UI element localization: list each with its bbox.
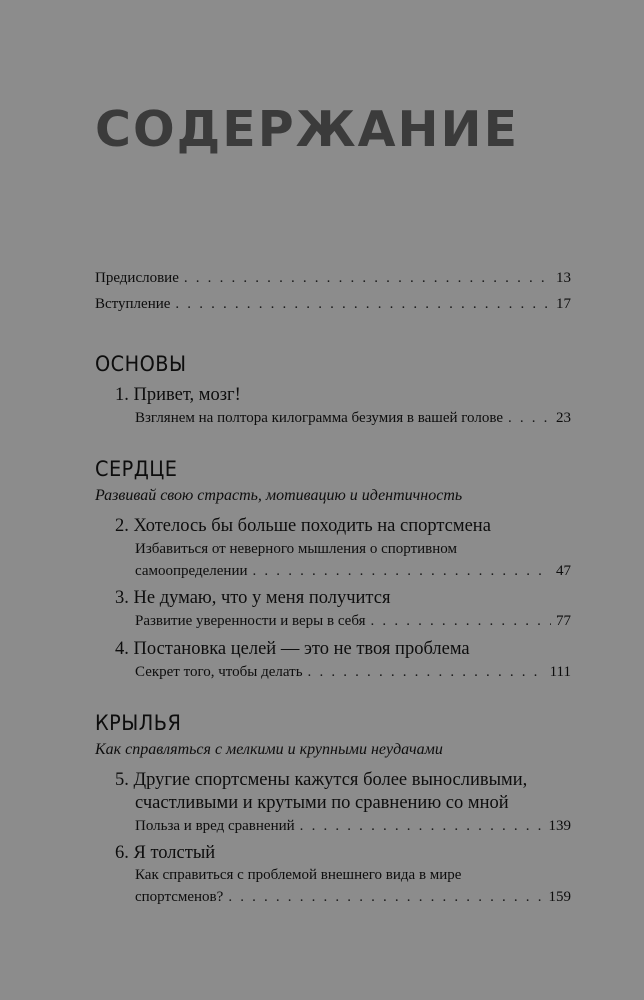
chapter-title: 1. Привет, мозг! xyxy=(115,385,241,405)
leader-dots xyxy=(508,410,551,427)
leader-dots xyxy=(253,563,552,580)
leader-dots xyxy=(300,818,544,835)
chapter-title: 2. Хотелось бы больше походить на спортсмена xyxy=(115,516,491,536)
toc-page-number: 139 xyxy=(548,818,571,834)
part-subtitle: Развивай свою страсть, мотивацию и идентичность xyxy=(95,487,463,504)
chapter-description: спортсменов? xyxy=(135,889,224,905)
page-title: СОДЕРЖАНИЕ xyxy=(95,101,520,158)
toc-entry-label: Вступление xyxy=(95,296,171,312)
chapter-title-line1: 5. Другие спортсмены кажутся более выносливыми, xyxy=(115,770,528,790)
leader-dots xyxy=(371,613,551,630)
leader-dots xyxy=(184,270,551,287)
chapter-description-row xyxy=(135,889,571,906)
toc-page-number: 111 xyxy=(549,664,571,680)
chapter-title: 4. Постановка целей — это не твоя проблема xyxy=(115,639,470,659)
chapter-description: Избавиться от неверного мышления о спортивном xyxy=(135,541,457,557)
chapter-description-row xyxy=(135,664,571,681)
leader-dots xyxy=(228,889,543,906)
leader-dots xyxy=(175,296,551,313)
toc-page-number: 47 xyxy=(556,563,571,579)
chapter-title: 6. Я толстый xyxy=(115,843,216,863)
chapter-description: Как справиться с проблемой внешнего вида в мире xyxy=(135,867,462,883)
part-heading-krylya: КРЫЛЬЯ xyxy=(95,711,182,735)
chapter-description-row xyxy=(135,818,571,835)
chapter-description-row xyxy=(135,613,571,630)
part-subtitle: Как справляться с мелкими и крупными неудачами xyxy=(95,741,443,758)
chapter-title-line2: счастливыми и крутыми по сравнению со мной xyxy=(135,793,509,813)
chapter-title: 3. Не думаю, что у меня получится xyxy=(115,588,391,608)
toc-entry-introduction xyxy=(95,296,571,313)
chapter-description-row xyxy=(135,410,571,427)
toc-page-number: 17 xyxy=(556,296,571,312)
toc-page-number: 159 xyxy=(548,889,571,905)
chapter-description: Польза и вред сравнений xyxy=(135,818,295,834)
toc-page-number: 23 xyxy=(556,410,571,426)
toc-page-number: 13 xyxy=(556,270,571,286)
chapter-description: Взглянем на полтора килограмма безумия в вашей голове xyxy=(135,410,503,426)
chapter-description: Развитие уверенности и веры в себя xyxy=(135,613,366,629)
part-heading-osnovy: ОСНОВЫ xyxy=(95,352,187,376)
chapter-description: Секрет того, чтобы делать xyxy=(135,664,303,680)
chapter-description-row xyxy=(135,563,571,580)
leader-dots xyxy=(308,664,545,681)
chapter-description: самоопределении xyxy=(135,563,248,579)
part-heading-serdtse: СЕРДЦЕ xyxy=(95,457,178,481)
toc-entry-label: Предисловие xyxy=(95,270,179,286)
toc-page-number: 77 xyxy=(556,613,571,629)
toc-entry-preface xyxy=(95,270,571,287)
